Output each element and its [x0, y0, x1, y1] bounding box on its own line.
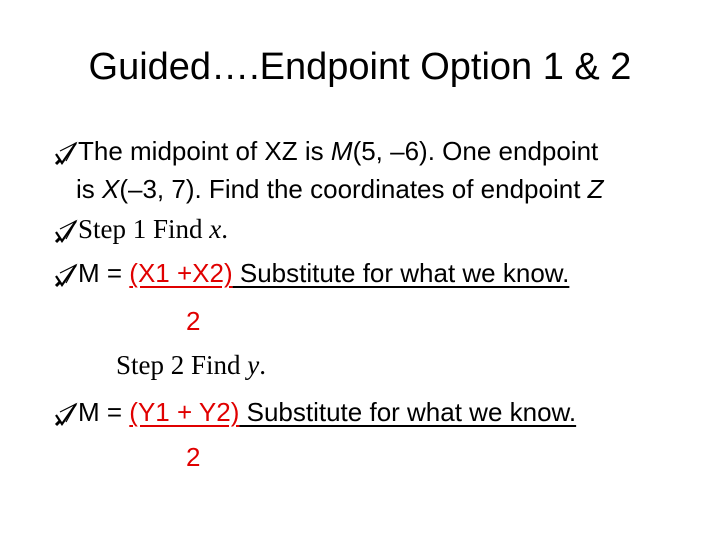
- formula-y-denominator: 2: [186, 442, 201, 472]
- pencil-check-icon: [54, 402, 78, 428]
- formula-x-denominator: 2: [186, 306, 201, 336]
- slide-title: Guided….Endpoint Option 1 & 2: [88, 46, 632, 88]
- formula-x-note: Substitute for what we know.: [232, 258, 570, 288]
- formula-y-expression: (Y1 + Y2): [129, 397, 240, 427]
- formula-y-note: Substitute for what we know.: [239, 397, 577, 427]
- problem-line-2: is X(–3, 7). Find the coordinates of endpoint Z: [76, 174, 604, 204]
- step-2-heading: Step 2 Find y.: [116, 350, 267, 380]
- pencil-check-icon: [54, 141, 78, 167]
- formula-x-expression: (X1 +X2): [129, 258, 233, 288]
- problem-line-1: The midpoint of XZ is M(5, –6). One endpoint: [78, 136, 599, 166]
- pencil-check-icon: [54, 263, 78, 289]
- step-1-heading: Step 1 Find x.: [78, 214, 229, 244]
- formula-y: M = (Y1 + Y2) Substitute for what we know.: [78, 397, 577, 427]
- pencil-check-icon: [54, 219, 78, 245]
- formula-x: M = (X1 +X2) Substitute for what we know.: [78, 258, 570, 288]
